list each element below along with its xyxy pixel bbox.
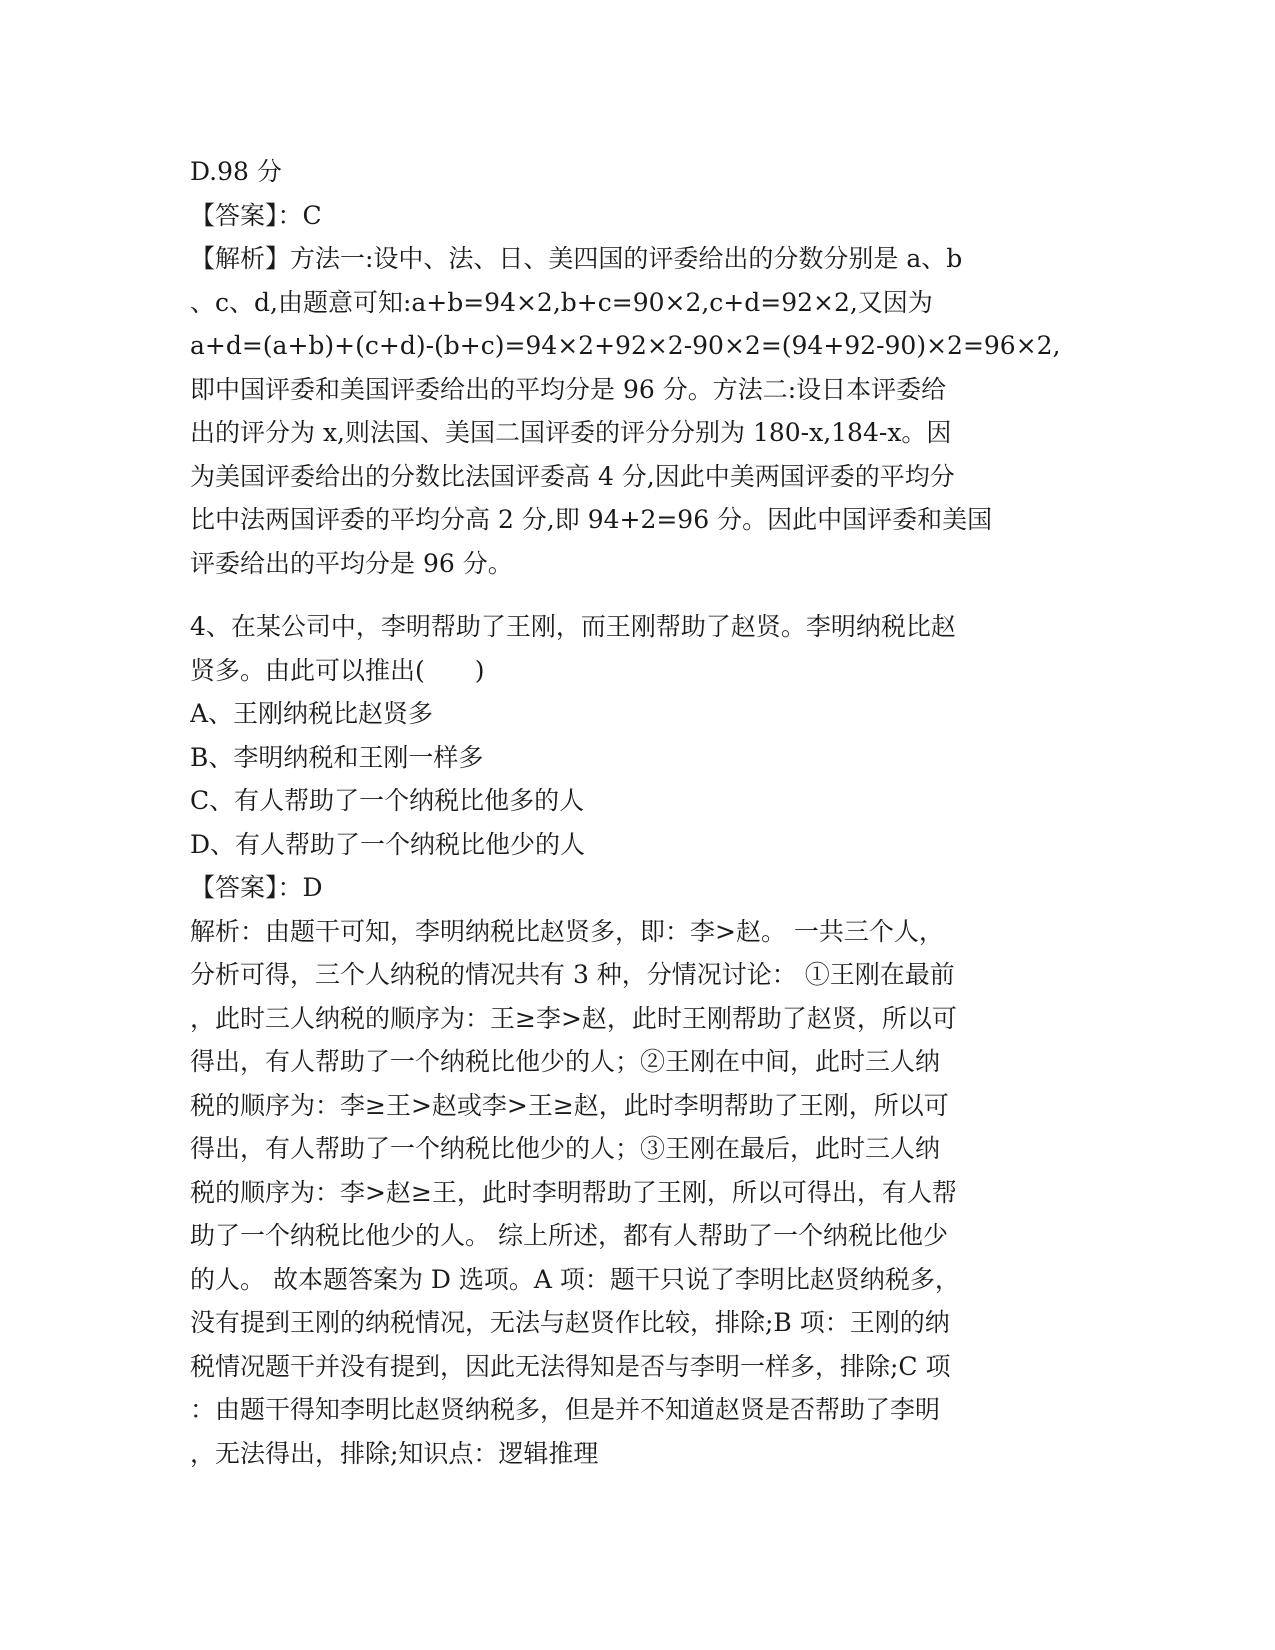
q4-stem [190, 605, 1080, 692]
section-gap [190, 585, 1080, 605]
q3-analysis-line: a+d=(a+b)+(c+d)-(b+c)=94×2+92×2-90×2=(94+92-90)×2=96×2, [190, 331, 1061, 360]
q4-option-a: A、王刚纳税比赵贤多 [190, 699, 434, 728]
q4-analysis [190, 910, 1080, 1476]
q3-answer: 【答案】：C [190, 200, 322, 230]
q3-analysis-line: 比中法两国评委的平均分高 2 分,即 94+2=96 分。因此中国评委和美国 [190, 505, 993, 534]
q4-analysis-line: 得出，有人帮助了一个纳税比他少的人；②王刚在中间，此时三人纳 [190, 1047, 941, 1076]
q4-analysis-line: 解析：由题干可知，李明纳税比赵贤多，即：李>赵。 一共三个人， [190, 916, 944, 946]
q3-analysis-line: 【解析】方法一:设中、法、日、美四国的评委给出的分数分别是 a、b [190, 244, 963, 273]
q3-analysis-line: 为美国评委给出的分数比法国评委高 4 分,因此中美两国评委的平均分 [190, 461, 955, 491]
q4-answer: 【答案】：D [190, 873, 323, 902]
q4-analysis-line: ，无法得出，排除;知识点：逻辑推理 [190, 1438, 599, 1468]
q4-option-d: D、有人帮助了一个纳税比他少的人 [190, 829, 586, 859]
q4-analysis-line: 税的顺序为：李>赵≥王，此时李明帮助了王刚，所以可得出，有人帮 [190, 1177, 957, 1207]
document-content [190, 150, 1080, 1475]
q3-analysis-line: 出的评分为 x,则法国、美国二国评委的评分分别为 180-x,184-x。因 [190, 418, 952, 447]
q3-analysis [190, 237, 1080, 585]
q3-analysis-line: 、c、d,由题意可知:a+b=94×2,b+c=90×2,c+d=92×2,又因为 [190, 287, 933, 317]
q4-analysis-line: ，此时三人纳税的顺序为：王≥李>赵，此时王刚帮助了赵贤，所以可 [190, 1003, 957, 1033]
q4-analysis-line: 助了一个纳税比他少的人。 综上所述，都有人帮助了一个纳税比他少 [190, 1221, 948, 1250]
q4-stem-line: 4、在某公司中，李明帮助了王刚，而王刚帮助了赵贤。李明纳税比赵 [190, 612, 956, 641]
q4-analysis-line: 没有提到王刚的纳税情况，无法与赵贤作比较，排除;B 项：王刚的纳 [190, 1308, 950, 1337]
q3-analysis-line: 评委给出的平均分是 96 分。 [190, 548, 513, 578]
q4-analysis-line: 税的顺序为：李≥王>赵或李>王≥赵，此时李明帮助了王刚，所以可 [190, 1090, 949, 1120]
q4-analysis-line: ：由题干得知李明比赵贤纳税多，但是并不知道赵贤是否帮助了李明 [190, 1395, 941, 1424]
q4-options [190, 692, 1080, 866]
q4-analysis-line: 的人。 故本题答案为 D 选项。A 项：题干只说了李明比赵贤纳税多， [190, 1264, 960, 1294]
q4-option-b: B、李明纳税和王刚一样多 [190, 742, 484, 772]
q3-analysis-line: 即中国评委和美国评委给出的平均分是 96 分。方法二:设日本评委给 [190, 374, 947, 404]
q4-analysis-line: 税情况题干并没有提到，因此无法得知是否与李明一样多，排除;C 项 [190, 1351, 951, 1381]
q4-analysis-line: 分析可得，三个人纳税的情况共有 3 种，分情况讨论： ①王刚在最前 [190, 960, 955, 989]
q4-analysis-line: 得出，有人帮助了一个纳税比他少的人；③王刚在最后，此时三人纳 [190, 1134, 941, 1163]
q3-option-d: D.98 分 [190, 157, 282, 186]
q4-option-c: C、有人帮助了一个纳税比他多的人 [190, 786, 585, 815]
q4-stem-line: 贤多。由此可以推出( ) [190, 655, 485, 685]
